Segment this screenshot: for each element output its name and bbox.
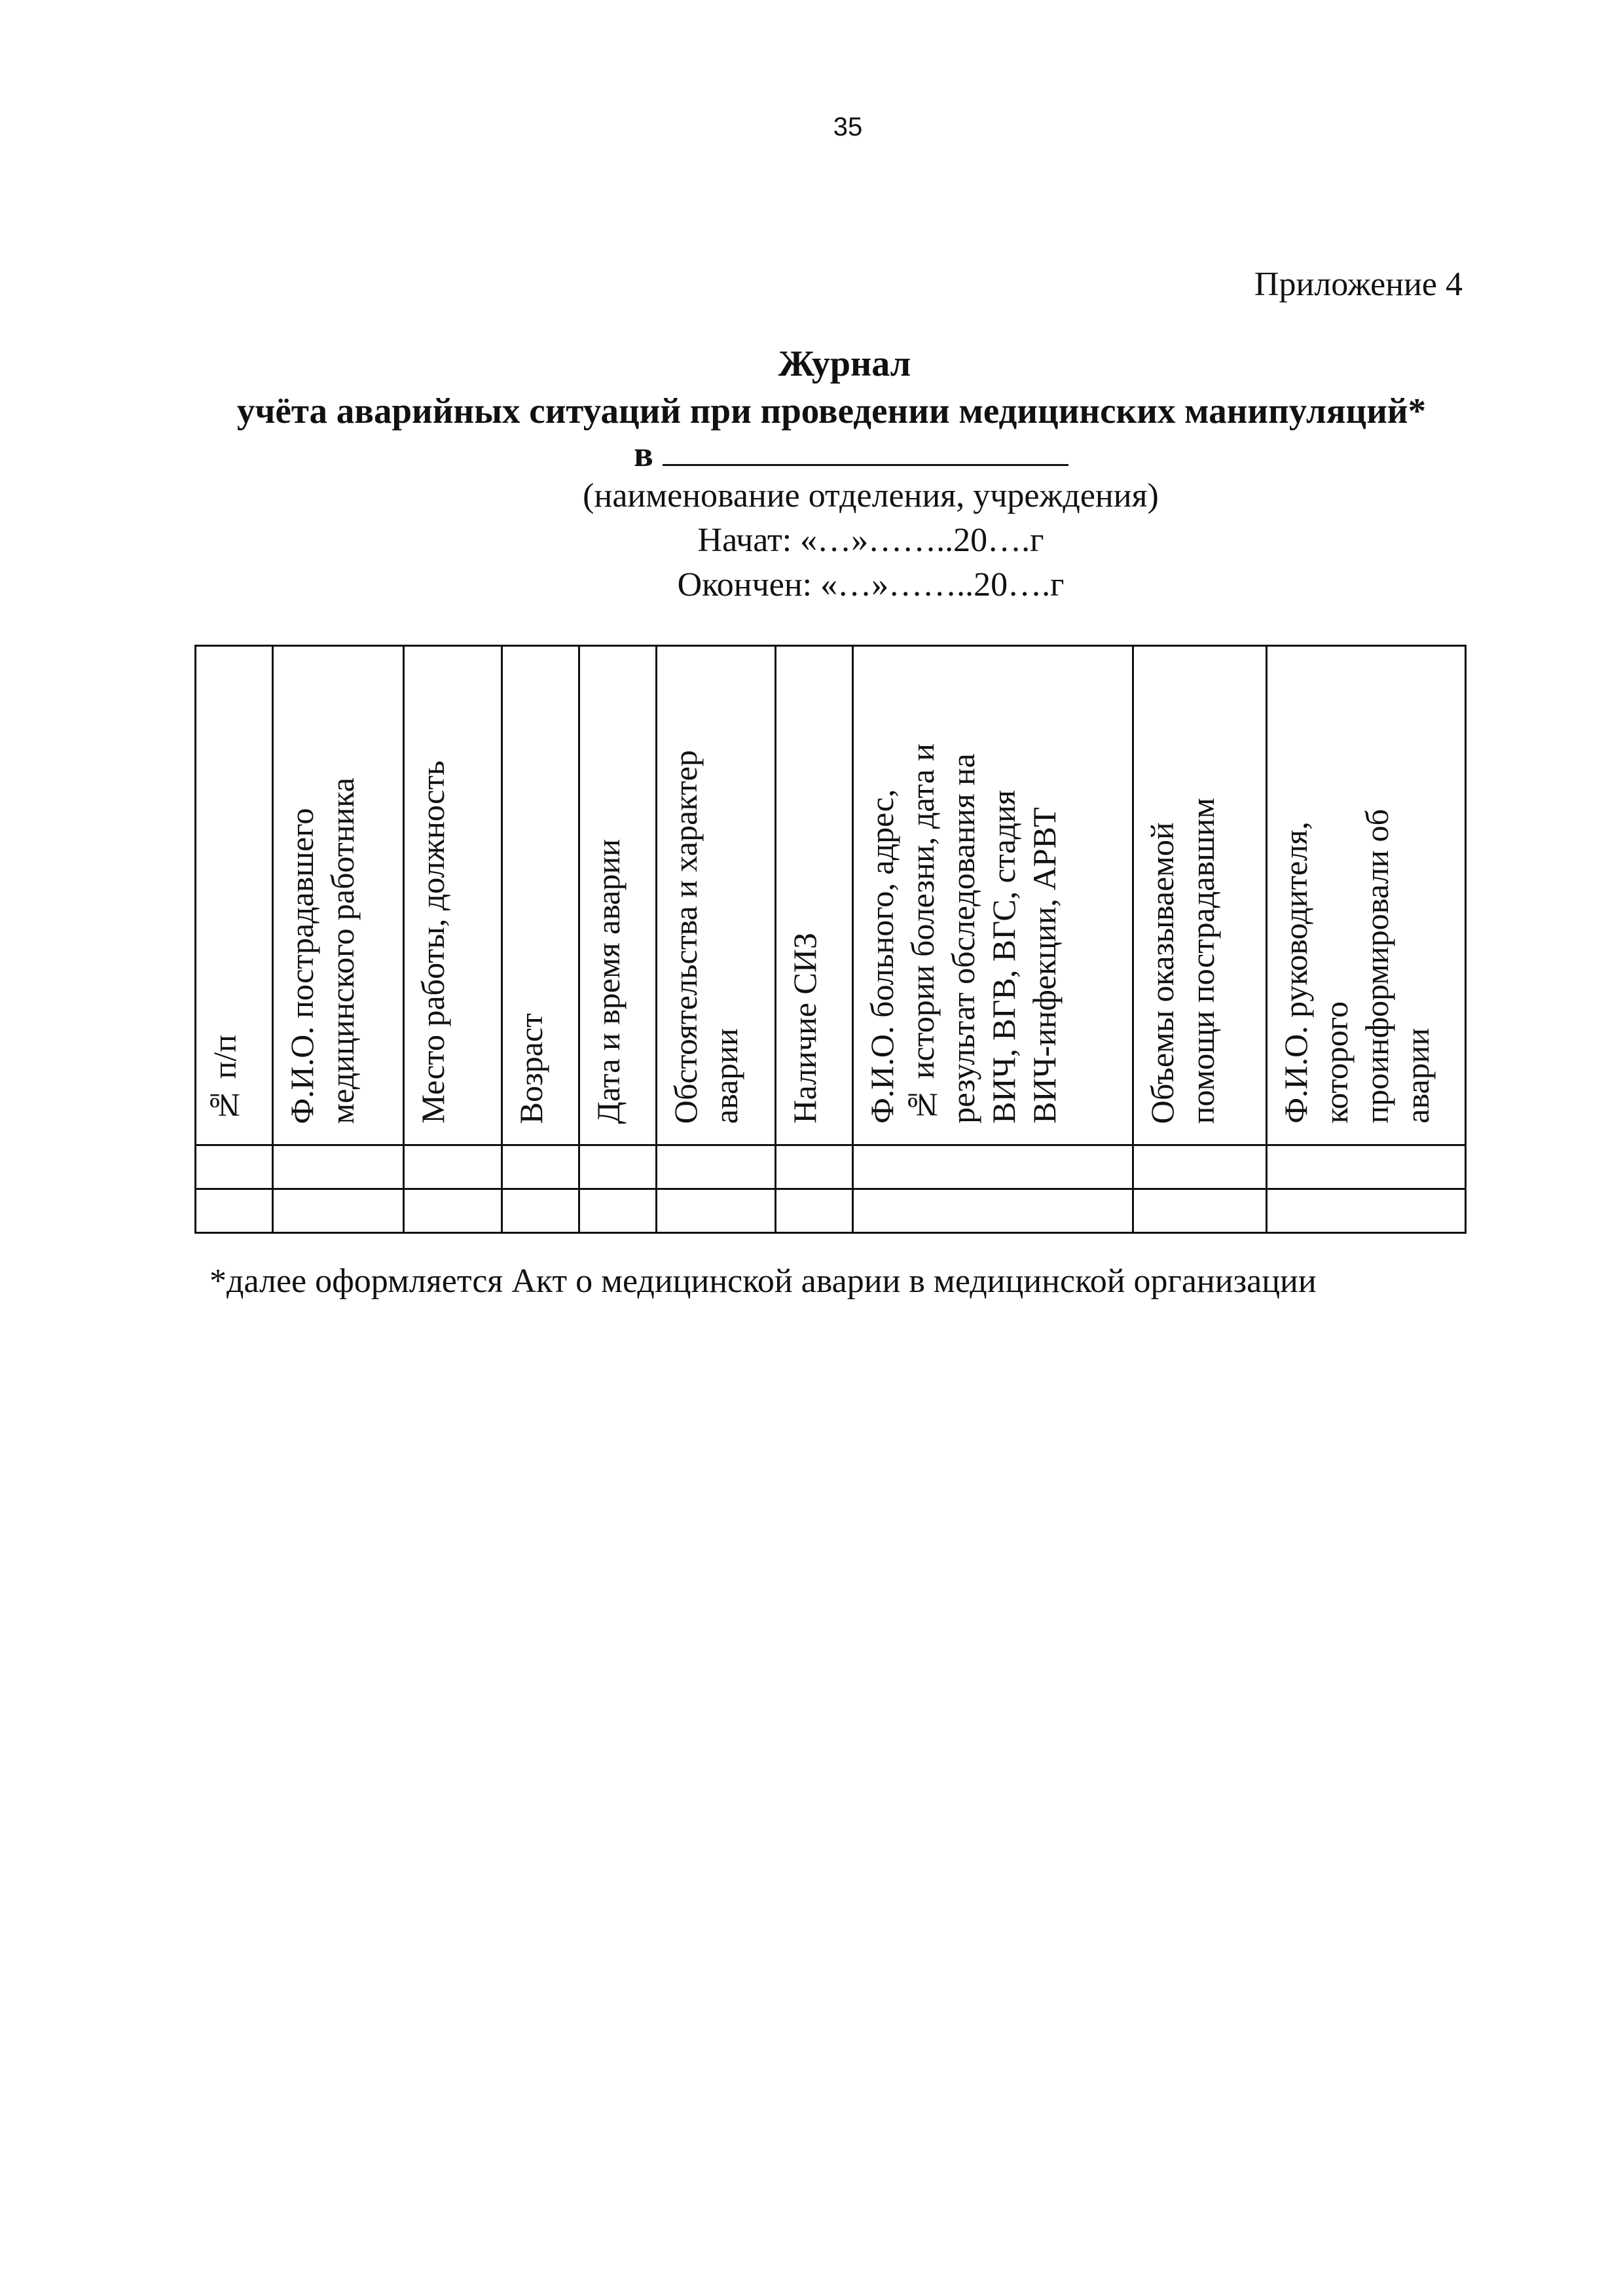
journal-table — [194, 645, 1467, 1234]
column-header-text: № п/п — [206, 1035, 243, 1124]
title-block — [190, 340, 1473, 607]
column-header — [1267, 646, 1466, 1145]
table-cell — [853, 1145, 1133, 1189]
column-header-text: Ф.И.О. пострадавшего медицинского работника — [283, 777, 361, 1124]
in-prefix: в — [634, 434, 653, 474]
column-header — [657, 646, 776, 1145]
department-blank — [663, 438, 1068, 466]
table-cell — [579, 1189, 657, 1233]
column-header — [776, 646, 853, 1145]
department-hint: (наименование отделения, учреждения) — [583, 477, 1159, 514]
column-header — [502, 646, 579, 1145]
started-date: Начат: «…»……..20….г — [697, 522, 1044, 559]
column-header — [1133, 646, 1267, 1145]
table-cell — [196, 1189, 273, 1233]
page-number: 35 — [833, 113, 863, 141]
column-header-text: Ф.И.О. больного, адрес, № истории болезни, дата и результат обследования на ВИЧ, ВГВ, ВГС, стадия ВИЧ-инфекции, АРВТ — [864, 744, 1063, 1124]
column-header-text: Ф.И.О. руководителя, которого проинформировали об аварии — [1277, 809, 1436, 1124]
table-cell — [273, 1145, 404, 1189]
column-header — [853, 646, 1133, 1145]
column-header-text: Объемы оказываемой помощи пострадавшим — [1144, 797, 1221, 1124]
column-header-text: Возраст — [513, 1013, 549, 1124]
table-cell — [579, 1145, 657, 1189]
appendix-label: Приложение 4 — [1254, 266, 1463, 303]
document-title: Журнал — [778, 344, 911, 384]
table-cell — [1267, 1189, 1466, 1233]
table-cell — [853, 1189, 1133, 1233]
finished-date: Окончен: «…»……..20….г — [677, 566, 1065, 603]
column-header-text: Дата и время аварии — [590, 838, 627, 1124]
column-header — [579, 646, 657, 1145]
column-header — [273, 646, 404, 1145]
column-header-text: Место работы, должность — [414, 761, 451, 1124]
table-header-row — [196, 646, 1466, 1145]
table-cell — [502, 1189, 579, 1233]
table-cell — [273, 1189, 404, 1233]
table-cell — [1133, 1189, 1267, 1233]
table-cell — [776, 1145, 853, 1189]
footnote: *далее оформляется Акт о медицинской аварии в медицинской организации — [210, 1263, 1317, 1300]
table-row — [196, 1189, 1466, 1233]
table-cell — [657, 1189, 776, 1233]
table-cell — [657, 1145, 776, 1189]
column-header — [404, 646, 502, 1145]
document-subtitle: учёта аварийных ситуаций при проведении медицинских манипуляций* — [236, 391, 1427, 431]
column-header — [196, 646, 273, 1145]
table-row — [196, 1145, 1466, 1189]
table-cell — [1133, 1145, 1267, 1189]
table-cell — [776, 1189, 853, 1233]
department-line — [229, 435, 1473, 474]
table-cell — [404, 1145, 502, 1189]
table-cell — [404, 1189, 502, 1233]
table-cell — [1267, 1145, 1466, 1189]
table-cell — [196, 1145, 273, 1189]
table-cell — [502, 1145, 579, 1189]
column-header-text: Наличие СИЗ — [786, 933, 823, 1124]
column-header-text: Обстоятельства и характер аварии — [667, 749, 744, 1124]
